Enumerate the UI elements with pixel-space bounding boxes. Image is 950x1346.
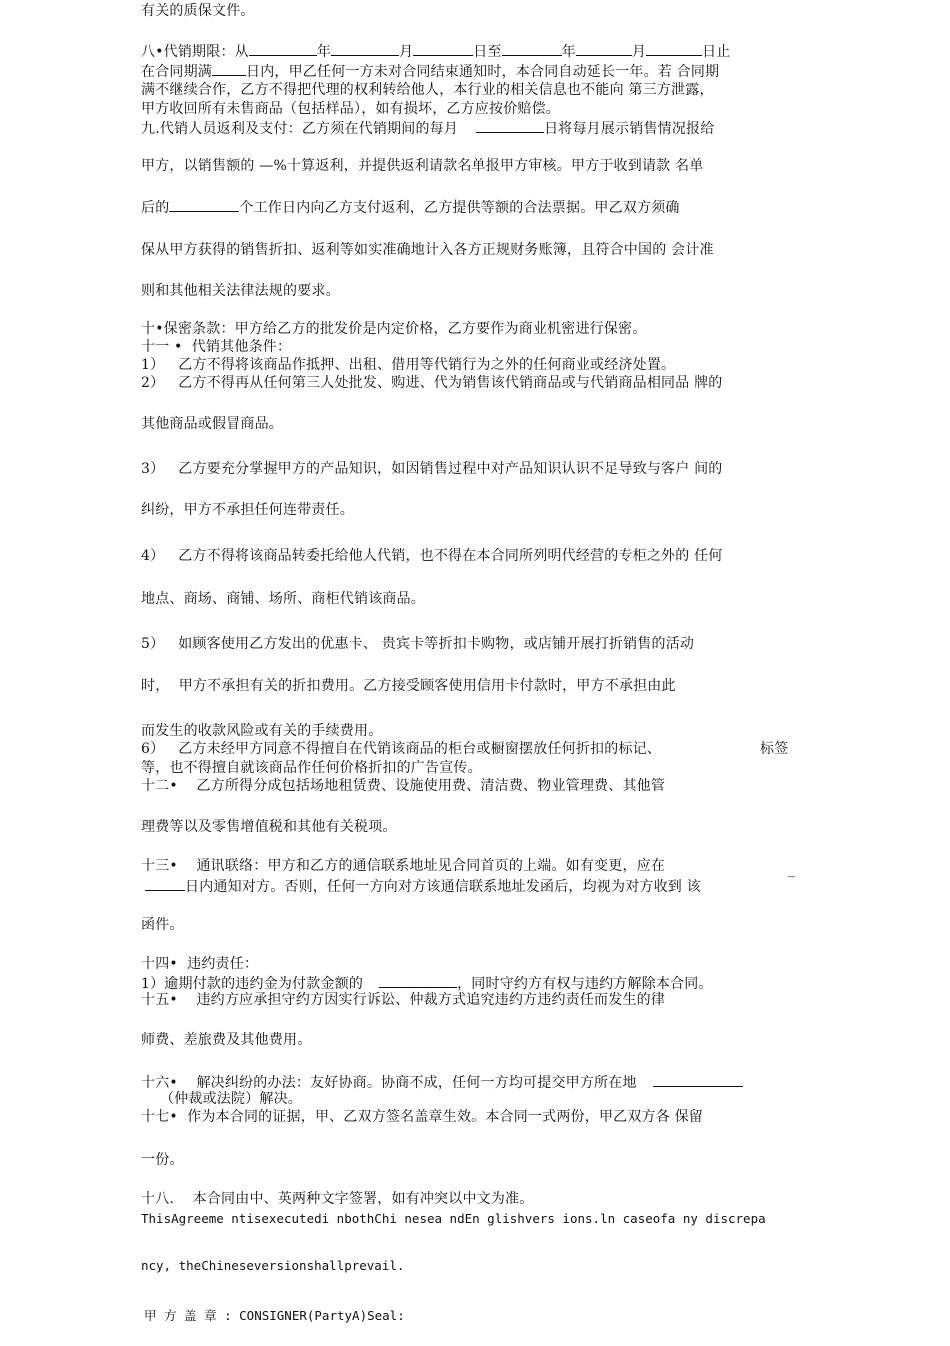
text-line <box>141 955 258 973</box>
condition-6-cont: 等，也不得擅自就该商品作任何价格折扣的广告宣传。 <box>141 760 482 776</box>
condition-2-text: 2） 乙方不得再从任何第三人处批发、购进、代为销售该代销商品或与代销商品相同品 牌的 <box>141 375 723 391</box>
text-line <box>141 916 184 934</box>
text-line <box>141 1151 184 1169</box>
text-line <box>141 241 714 259</box>
clause-14-heading: 十四• 违约责任： <box>141 956 259 972</box>
text-line <box>141 759 482 777</box>
clause-18-text: 十八. 本合同由中、英两种文字签署，如有冲突以中文为准。 <box>141 1191 534 1207</box>
arbitration-place-blank[interactable] <box>653 1072 743 1087</box>
text-line <box>141 374 723 392</box>
text-line <box>141 818 397 836</box>
month-label: 月 <box>631 44 647 60</box>
condition-5-text: 5） 如顾客使用乙方发出的优惠卡、 贵宾卡等折扣卡购物，或店铺开展打折销售的活动 <box>141 636 695 652</box>
condition-3-cont: 纠纷，甲方不承担任何连带责任。 <box>141 502 354 518</box>
text-line <box>141 460 723 478</box>
regulation-text: 则和其他相关法律法规的要求。 <box>141 283 340 299</box>
text-line <box>141 1210 766 1228</box>
text-line <box>141 857 665 875</box>
rebate-payment-line <box>141 197 680 217</box>
text-line <box>141 157 703 175</box>
penalty-label: 1）逾期付款的违约金为付款金额的 <box>141 976 364 992</box>
text-line <box>141 1257 404 1275</box>
quality-docs-text: 有关的质保文件。 <box>141 3 255 19</box>
clause-15-cont: 师费、差旅费及其他费用。 <box>141 1032 312 1048</box>
start-month-blank[interactable] <box>331 41 399 56</box>
report-text: 日将每月展示销售情况报给 <box>544 121 715 137</box>
text-line <box>141 777 665 795</box>
clause-16-text: 十六• 解决纠纷的办法：友好协商。协商不成，任何一方均可提交甲方所在地 <box>141 1075 637 1091</box>
end-year-blank[interactable] <box>502 41 562 56</box>
return-goods-text: 甲方收回所有未售商品（包括样品），如有损坏，乙方应按价赔偿。 <box>141 101 560 117</box>
penalty-amount-blank[interactable] <box>379 973 457 988</box>
clause-15-text: 十五• 违约方应承担守约方因实行诉讼、仲裁方式追究违约方违约责任而发生的律 <box>141 992 666 1008</box>
notice-line <box>141 876 701 896</box>
start-day-blank[interactable] <box>413 41 473 56</box>
month-label: 月 <box>399 44 414 60</box>
text-line <box>141 282 340 300</box>
payment-text: 个工作日内向乙方支付返利，乙方提供等额的合法票据。甲乙双方须确 <box>239 200 680 216</box>
english-clause-text: ThisAgreeme ntisexecutedi nbothChi nesea ndEn glishvers ions.ln caseofa ny discrepa <box>141 1211 766 1226</box>
text-line <box>141 1031 311 1049</box>
start-year-blank[interactable] <box>249 41 317 56</box>
clause-12-cont: 理费等以及零售增值税和其他有关税项。 <box>141 819 397 835</box>
dispute-line <box>141 1072 743 1092</box>
condition-6-line <box>141 740 661 758</box>
condition-3-text: 3） 乙方要充分掌握甲方的产品知识，如因销售过程中对产品知识认识不足导致与客户 间的 <box>141 461 723 477</box>
text-line <box>788 861 795 879</box>
penalty-text: ，同时守约方有权与违约方解除本合同。 <box>457 976 713 992</box>
renewal-text: 日内，甲乙任何一方未对合同结束通知时，本合同自动延长一年。若 合同期 <box>246 64 720 80</box>
clause-12-text: 十二• 乙方所得分成包括场地租赁费、设施使用费、清洁费、物业管理费、其他管 <box>141 778 666 794</box>
condition-5-cont2: 而发生的收款风险或有关的手续费用。 <box>141 723 383 739</box>
clause-10-text: 十•保密条款：甲方给乙方的批发价是内定价格，乙方要作为商业机密进行保密。 <box>141 321 647 337</box>
text-line <box>141 635 694 653</box>
after-label: 后的 <box>141 200 170 216</box>
consignment-period-line <box>141 41 730 61</box>
end-month-blank[interactable] <box>576 41 632 56</box>
text-line <box>141 356 675 374</box>
party-a-seal-line <box>144 1307 405 1325</box>
notice-text: 日内通知对方。否则，任何一方向对方该通信联系地址发函后，均视为对方收到 该 <box>185 879 701 895</box>
clause-9-label: 九.代销人员返利及支付：乙方须在代销期间的每月 <box>141 121 459 137</box>
day-to-label: 日至 <box>473 44 502 60</box>
notice-days-blank[interactable] <box>212 61 246 76</box>
text-line <box>141 1108 703 1126</box>
letter-text: 函件。 <box>141 917 184 933</box>
underscore-mark: _ <box>788 862 796 878</box>
condition-2-cont: 其他商品或假冒商品。 <box>141 416 283 432</box>
contract-expiry-label: 在合同期满 <box>141 64 212 80</box>
year-label: 年 <box>561 44 576 60</box>
text-line <box>160 1090 302 1108</box>
arbitration-text: （仲裁或法院）解决。 <box>160 1091 302 1107</box>
text-line <box>141 2 255 20</box>
condition-6-text: 6） 乙方未经甲方同意不得擅自在代销该商品的柜台或橱窗摆放任何折扣的标记、 <box>141 741 662 757</box>
day-end-label: 日止 <box>702 44 731 60</box>
party-a-seal-label: 甲 方 盖 章 : CONSIGNER(PartyA)Seal: <box>144 1308 405 1323</box>
condition-4-text: 4） 乙方不得将该商品转委托给他人代销，也不得在本合同所列明代经营的专柜之外的 任何 <box>141 548 723 564</box>
text-line <box>141 320 646 338</box>
clause-11-heading: 十一 • 代销其他条件： <box>141 339 292 355</box>
year-label: 年 <box>316 44 332 60</box>
text-line <box>141 100 560 118</box>
condition-4-cont: 地点、商场、商铺、场所、商柜代销该商品。 <box>141 591 425 607</box>
english-clause-cont: ncy, theChineseversionshallprevail. <box>141 1258 405 1273</box>
text-line <box>141 81 714 99</box>
text-line <box>760 740 788 758</box>
text-line <box>141 338 291 356</box>
accounting-text: 保从甲方获得的销售折扣、返利等如实准确地计入各方正规财务账簿，且符合中国的 会计准 <box>141 242 714 258</box>
text-line <box>141 991 665 1009</box>
clause-17-text: 十七• 作为本合同的证据，甲、乙双方签名盖章生效。本合同一式两份，甲乙双方各 保留 <box>141 1109 704 1125</box>
clause-13-text: 十三• 通讯联络：甲方和乙方的通信联系地址见合同首页的上端。如有变更，应在 <box>141 858 666 874</box>
label-word: 标签 <box>760 741 789 757</box>
renewal-line <box>141 61 719 81</box>
working-days-blank[interactable] <box>169 197 239 212</box>
monthly-day-blank[interactable] <box>476 118 544 133</box>
text-line <box>141 415 283 433</box>
rebate-calc-text: 甲方，以销售额的 —%十算返利，并提供返利请款名单报甲方审核。甲方于收到请款 名单 <box>141 158 704 174</box>
text-line <box>141 590 425 608</box>
clause-8-label: 八•代销期限：从 <box>141 44 249 60</box>
text-line <box>141 547 723 565</box>
text-line <box>141 722 382 740</box>
end-day-blank[interactable] <box>646 41 702 56</box>
text-line <box>141 1190 533 1208</box>
notice-days-blank-2[interactable] <box>145 876 185 891</box>
confidentiality-text: 满不继续合作，乙方不得把代理的权利转给他人，本行业的相关信息也不能向 第三方泄露， <box>141 82 714 98</box>
condition-5-cont: 时， 甲方不承担有关的折扣费用。乙方接受顾客使用信用卡付款时，甲方不承担由此 <box>141 678 676 694</box>
condition-1-text: 1） 乙方不得将该商品作抵押、出租、借用等代销行为之外的任何商业或经济处置。 <box>141 357 676 373</box>
clause-17-cont: 一份。 <box>141 1152 184 1168</box>
penalty-line <box>141 973 713 993</box>
rebate-line <box>141 118 714 138</box>
text-line <box>141 501 354 519</box>
text-line <box>141 677 676 695</box>
